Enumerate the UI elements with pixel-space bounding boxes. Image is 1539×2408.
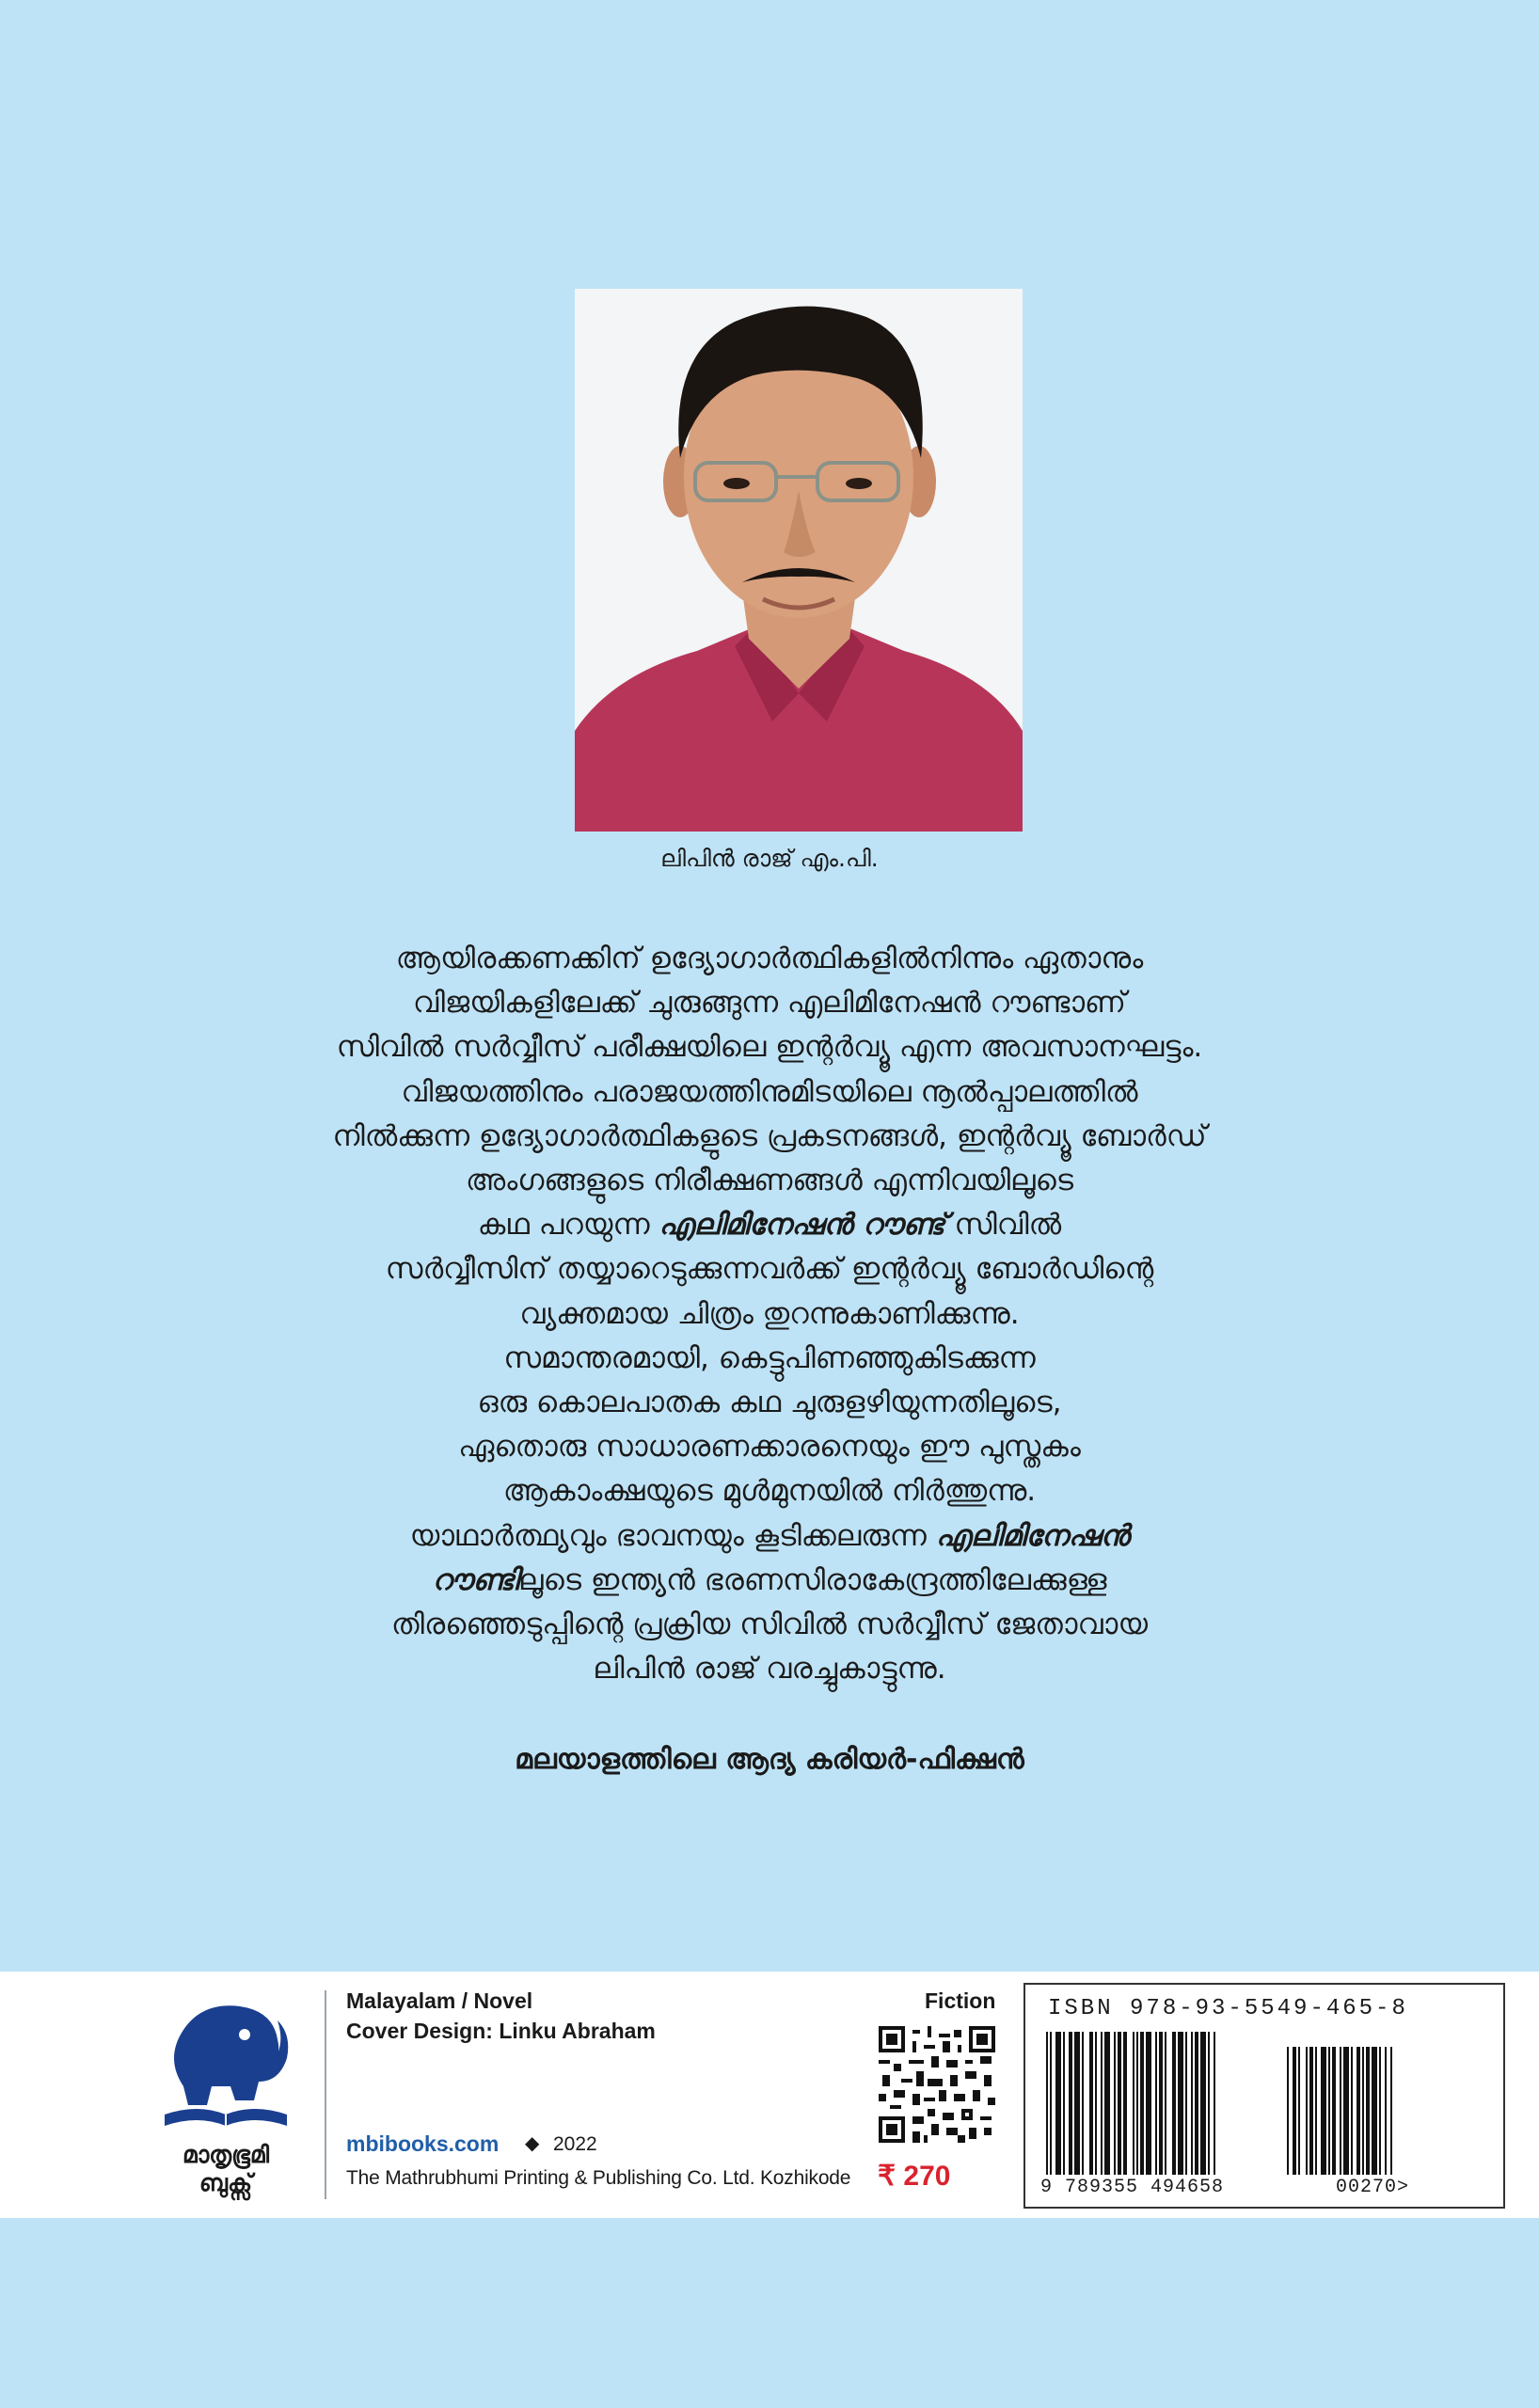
author-photo xyxy=(575,289,1023,832)
barcode-addon-bars-icon xyxy=(1287,2047,1486,2175)
blurb-line: വിജയികളിലേക്ക് ചുരുങ്ങുന്ന എലിമിനേഷൻ റൗണ്ടാണ് xyxy=(413,986,1126,1021)
blurb-text-fragment: യാഥാർത്ഥ്യവും ഭാവനയും കൂടിക്കലരുന്ന xyxy=(409,1518,936,1553)
blurb-line: തിരഞ്ഞെടുപ്പിന്റെ പ്രക്രിയ സിവിൽ സർവ്വീസ് ജേതാവായ xyxy=(390,1608,1149,1642)
barcode-digits: 9 789355 494658 xyxy=(1040,2177,1225,2198)
blurb-line xyxy=(235,1203,1304,1247)
publisher-logo-line: മാതൃഭൂമി xyxy=(182,2141,270,2168)
publication-year: 2022 xyxy=(553,2133,597,2155)
book-title-inline: എലിമിനേഷൻ റൗണ്ട് xyxy=(658,1208,945,1243)
diamond-separator-icon: ◆ xyxy=(525,2133,540,2154)
barcode-bars-icon xyxy=(1046,2032,1328,2175)
isbn-barcode xyxy=(1023,1983,1505,2209)
blurb-line: അംഗങ്ങളുടെ നിരീക്ഷണങ്ങൾ എന്നിവയിലൂടെ xyxy=(466,1164,1073,1198)
tagline: മലയാളത്തിലെ ആദ്യ കരിയർ-ഫിക്ഷൻ xyxy=(515,1743,1024,1776)
barcode-addon-digits: 00270> xyxy=(1336,2177,1410,2198)
blurb-text-fragment: കഥ പറയുന്ന xyxy=(477,1208,659,1243)
blurb-line: വിജയത്തിനും പരാജയത്തിനുമിടയിലെ നൂൽപ്പാലത്തിൽ xyxy=(401,1074,1138,1109)
blurb-line xyxy=(235,1559,1304,1603)
blurb-line xyxy=(235,1514,1304,1559)
footer-band xyxy=(0,1972,1539,2218)
blurb-line: ഒരു കൊലപാതക കഥ ചുരുളഴിയുന്നതിലൂടെ, xyxy=(477,1386,1062,1420)
book-title-inline: റൗണ്ടി xyxy=(432,1562,519,1597)
book-title-inline: എലിമിനേഷൻ xyxy=(935,1518,1130,1553)
author-caption: ലിപിൻ രാജ് എം.പി. xyxy=(660,845,879,872)
blurb-line: ഏതൊരു സാധാരണക്കാരനെയും ഈ പുസ്തകം xyxy=(458,1430,1081,1465)
blurb-line: സർവ്വീസിന് തയ്യാറെടുക്കുന്നവർക്ക് ഇന്റർവ്യൂ ബോർഡിന്റെ xyxy=(385,1252,1154,1287)
blurb-text-fragment: സിവിൽ xyxy=(944,1208,1062,1243)
cover-design-credit: Cover Design: Linku Abraham xyxy=(346,2019,656,2043)
blurb-line: സിവിൽ സർവ്വീസ് പരീക്ഷയിലെ ഇന്റർവ്യൂ എന്ന അവസാനഘട്ടം. xyxy=(336,1030,1203,1065)
blurb-text xyxy=(235,937,1304,1691)
footer-divider xyxy=(325,1990,326,2199)
publisher-logo-line: ബുക്സ് xyxy=(198,2169,253,2196)
publisher-logo-name xyxy=(141,2141,310,2197)
blurb-line: സമാന്തരമായി, കെട്ടുപിണഞ്ഞുകിടക്കുന്ന xyxy=(503,1340,1036,1375)
blurb-line: വ്യക്തമായ ചിത്രം തുറന്നുകാണിക്കുന്നു. xyxy=(519,1296,1020,1331)
category-label: Malayalam / Novel xyxy=(346,1988,533,2013)
blurb-line: നിൽക്കുന്ന ഉദ്യോഗാർത്ഥികളുടെ പ്രകടനങ്ങൾ, ഇന്റർവ്യൂ ബോർഡ് xyxy=(332,1118,1207,1153)
blurb-text-fragment: ലൂടെ ഇന്ത്യൻ ഭരണസിരാകേന്ദ്രത്തിലേക്കുള്ള xyxy=(518,1562,1107,1597)
price-label: ₹ 270 xyxy=(878,2161,951,2192)
blurb-line: ലിപിൻ രാജ് വരച്ചുകാട്ടുന്നു. xyxy=(593,1652,946,1687)
isbn-label: ISBN 978-93-5549-465-8 xyxy=(1048,1996,1408,2021)
website-link[interactable]: mbibooks.com xyxy=(346,2131,500,2156)
blurb-line: ആകാംക്ഷയുടെ മുൾമുനയിൽ നിർത്തുന്നു. xyxy=(502,1474,1037,1509)
blurb-line: ആയിരക്കണക്കിന് ഉദ്യോഗാർത്ഥികളിൽനിന്നും ഏതാനും xyxy=(395,942,1144,975)
genre-label: Fiction xyxy=(925,1988,996,2013)
publisher-name: The Mathrubhumi Printing & Publishing Co. Ltd. Kozhikode xyxy=(346,2167,851,2189)
qr-code-icon xyxy=(879,2026,995,2143)
